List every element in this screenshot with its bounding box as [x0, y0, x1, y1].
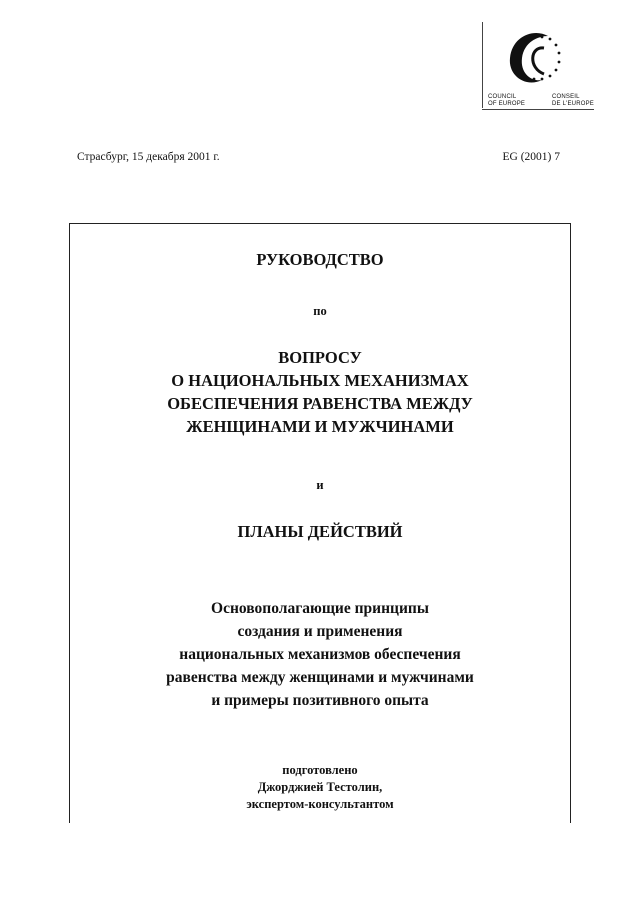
- author-credit: подготовлено Джорджией Тестолин, экспертом-консультантом: [246, 763, 394, 811]
- logo-label-fr: CONSEIL DE L'EUROPE: [551, 94, 594, 107]
- title-word-po: по: [313, 304, 327, 318]
- logo-label-en: COUNCIL OF EUROPE: [488, 94, 526, 107]
- document-reference: EG (2001) 7: [502, 151, 560, 163]
- subtitle: Основополагающие принципы создания и применения национальных механизмов обеспечения равенства между женщинами и мужчинами и примеры позитивного опыта: [166, 600, 474, 709]
- title-heading: РУКОВОДСТВО: [256, 250, 384, 269]
- title-subject: ВОПРОСУ О НАЦИОНАЛЬНЫХ МЕХАНИЗМАХ ОБЕСПЕЧЕНИЯ РАВЕНСТВА МЕЖДУ ЖЕНЩИНАМИ И МУЖЧИНАМИ: [167, 348, 473, 436]
- logo-labels: [488, 94, 594, 107]
- title-word-i: и: [316, 478, 324, 492]
- council-of-europe-emblem-icon: [504, 28, 564, 90]
- logo-divider-vertical: [482, 22, 483, 108]
- place-date: Страсбург, 15 декабря 2001 г.: [77, 151, 220, 163]
- title-plans: ПЛАНЫ ДЕЙСТВИЙ: [237, 522, 403, 541]
- council-of-europe-logo: [482, 22, 594, 110]
- logo-divider-horizontal: [482, 109, 594, 110]
